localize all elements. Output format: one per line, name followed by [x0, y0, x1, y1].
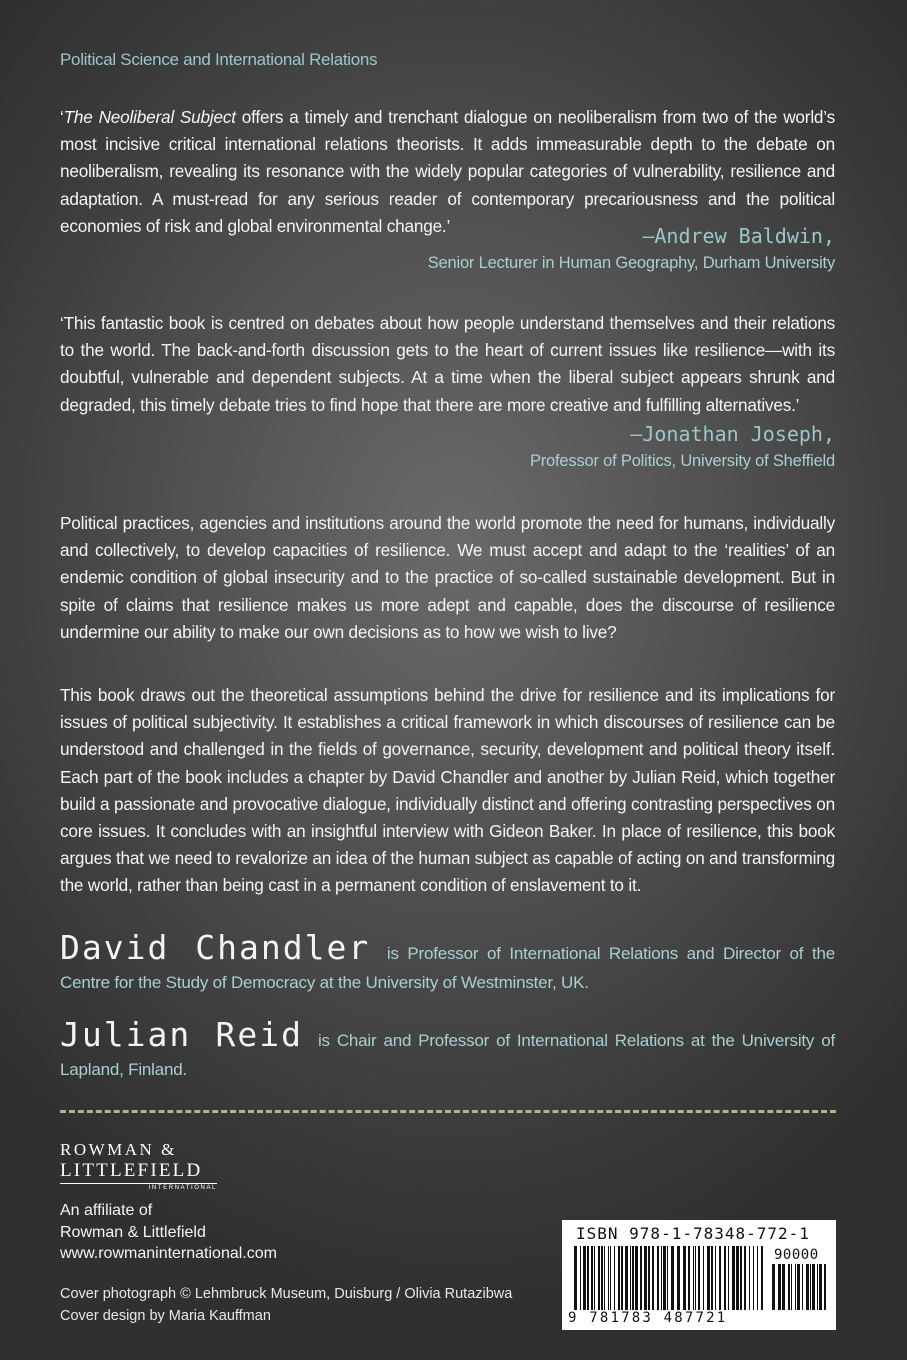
- barcode-bar: [644, 1246, 647, 1310]
- barcode-bar: [667, 1246, 668, 1310]
- isbn-label: ISBN 978-1-78348-772-1: [576, 1224, 810, 1243]
- logo-line-3: INTERNATIONAL: [60, 1183, 217, 1191]
- barcode-bar: [810, 1264, 811, 1310]
- barcode-bar: [806, 1264, 809, 1310]
- barcode-bar: [608, 1246, 609, 1310]
- author-bio-2: [60, 1015, 835, 1084]
- barcode-bar: [761, 1246, 763, 1310]
- barcode-bar: [677, 1246, 680, 1310]
- endorser-title: Senior Lecturer in Human Geography, Durham University: [427, 254, 835, 272]
- barcode-bar: [671, 1246, 674, 1310]
- barcode-bar: [695, 1246, 696, 1310]
- author-bio-1: [60, 928, 835, 997]
- barcode-bar: [591, 1246, 593, 1310]
- endorsement-attribution-1: [428, 222, 835, 276]
- barcode-bar: [797, 1264, 800, 1310]
- publisher-website: www.rowmaninternational.com: [60, 1245, 277, 1262]
- endorser-name: —Jonathan Joseph,: [630, 422, 835, 446]
- barcode-bar: [744, 1246, 746, 1310]
- barcode-bar: [715, 1246, 716, 1310]
- barcode-bar: [788, 1264, 790, 1310]
- author-bio-text: is Professor of International Relations and Director of the Centre for the Study of Democracy at the University of Westminster, UK.: [60, 944, 835, 992]
- barcode-bar: [732, 1246, 735, 1310]
- endorser-name: —Andrew Baldwin,: [642, 224, 835, 248]
- barcode-bar: [707, 1246, 710, 1310]
- barcode-bar: [772, 1264, 775, 1310]
- barcode-bar: [618, 1246, 620, 1310]
- barcode-bar: [580, 1246, 581, 1310]
- barcode-bar: [782, 1264, 785, 1310]
- barcode-bar: [610, 1246, 611, 1310]
- category-label: Political Science and International Relations: [60, 50, 378, 69]
- barcode-bar: [648, 1246, 650, 1310]
- barcode-bar: [728, 1246, 729, 1310]
- affiliate-line-2: Rowman & Littlefield: [60, 1223, 206, 1241]
- isbn-barcode: [562, 1220, 836, 1330]
- barcode-bar: [688, 1246, 690, 1310]
- barcode-bar: [574, 1246, 577, 1310]
- endorsement-quote-1: [60, 104, 835, 240]
- barcode-bar: [632, 1246, 634, 1310]
- design-credit: Cover design by Maria Kauffman: [60, 1308, 271, 1324]
- publisher-logo: [60, 1140, 217, 1191]
- barcode-bar: [698, 1246, 700, 1310]
- author-name: Julian Reid: [60, 1015, 303, 1054]
- barcode-bar: [812, 1264, 815, 1310]
- photo-credit: Cover photograph © Lehmbruck Museum, Duisburg / Olivia Rutazibwa: [60, 1286, 513, 1302]
- barcode-bar: [719, 1246, 721, 1310]
- barcode-bar: [652, 1246, 654, 1310]
- quote-body: offers a timely and trenchant dialogue on neoliberalism from two of the world’s most incisive critical international relations theorists. It adds immeasurable depth to the debate on neoliberalism, revealing its resonance with the widely popular categories of vulnerability, resilience and adaptation. A must-read for any serious reader of contemporary precariousness and the political economies of risk and global environmental change.’: [60, 107, 835, 236]
- barcode-bar: [625, 1246, 628, 1310]
- barcode-bar: [778, 1264, 781, 1310]
- barcode-bar: [601, 1246, 603, 1310]
- description-paragraph-2: This book draws out the theoretical assumptions behind the drive for resilience and its implications for issues of political subjectivity. It establishes a critical framework in which discourses of resilience can be understood and challenged in the fields of governance, security, development and political theory itself. Each part of the book includes a chapter by David Chandler and another by Julian Reid, which together build a passionate and provocative dialogue, individually distinct and offering contrasting perspectives on core issues. It concludes with an insightful interview with Gideon Baker. In place of resilience, this book argues that we need to revalorize an idea of the human subject as capable of acting on and transforming the world, rather than being cast in a permanent condition of enslavement to it.: [60, 685, 835, 896]
- barcode-bar: [824, 1264, 826, 1310]
- endorser-title: Professor of Politics, University of Sheffield: [529, 452, 835, 470]
- barcode-bar: [693, 1246, 694, 1310]
- barcode-bar: [594, 1246, 595, 1310]
- barcode-bar: [614, 1246, 615, 1310]
- barcode-bar: [795, 1264, 796, 1310]
- barcode-bar: [621, 1246, 623, 1310]
- barcode-bar: [711, 1246, 713, 1310]
- ean-digits: 9 781783 487721: [568, 1310, 728, 1326]
- cover-credits: [60, 1283, 512, 1327]
- quote-open-mark: ‘: [60, 107, 64, 127]
- endorsement-quote-2: ‘This fantastic book is centred on debates about how people understand themselves and their relations to the world. The back-and-forth discussion gets to the heart of current issues like resilience—with its doubtful, vulnerable and dependent subjects. At a time when the liberal subject appears shrunk and degraded, this timely debate tries to find hope that there are more creative and fulfilling alternatives.’: [60, 313, 835, 415]
- barcode-bar: [724, 1246, 726, 1310]
- barcode-bar: [736, 1246, 739, 1310]
- endorsement-attribution-2: [530, 420, 835, 474]
- barcode-bar: [703, 1246, 704, 1310]
- barcode-bar: [635, 1246, 638, 1310]
- barcode-bar: [661, 1246, 662, 1310]
- barcode-bar: [683, 1246, 686, 1310]
- barcode-bar: [630, 1246, 631, 1310]
- author-bio-text: is Chair and Professor of International Relations at the University of Lapland, Finland.: [60, 1031, 835, 1079]
- dashed-divider: [60, 1110, 836, 1113]
- logo-line-1: ROWMAN &: [60, 1140, 177, 1159]
- affiliate-line-1: An affiliate of: [60, 1202, 153, 1219]
- barcode-bar: [802, 1264, 803, 1310]
- price-code: 90000: [774, 1247, 819, 1263]
- description-paragraph-1: Political practices, agencies and institutions around the world promote the need for humans, individually and collectively, to develop capacities of resilience. We must accept and adapt to the ‘realities’ of an endemic condition of global insecurity and to the practice of so-called sustainable development. But in spite of claims that resilience makes us more adept and capable, does the discourse of resilience undermine our ability to make our own decisions as to how we wish to live?: [60, 513, 835, 642]
- barcode-bar: [598, 1246, 600, 1310]
- barcode-bar: [757, 1246, 758, 1310]
- barcode-bar: [583, 1246, 586, 1310]
- publisher-affiliate: [60, 1200, 277, 1265]
- barcode-bar: [587, 1246, 589, 1310]
- book-title: The Neoliberal Subject: [63, 107, 236, 127]
- barcode-bar: [640, 1246, 642, 1310]
- barcode-bar: [791, 1264, 792, 1310]
- barcode-bar: [749, 1246, 750, 1310]
- barcode-bar: [753, 1246, 754, 1310]
- barcode-bar: [819, 1264, 822, 1310]
- barcode-bar: [817, 1264, 818, 1310]
- logo-line-2: LITTLEFIELD: [60, 1160, 203, 1181]
- barcode-bar: [604, 1246, 605, 1310]
- barcode-bar: [663, 1246, 666, 1310]
- barcode-bar: [657, 1246, 659, 1310]
- author-name: David Chandler: [60, 928, 371, 967]
- barcode-bar: [740, 1246, 742, 1310]
